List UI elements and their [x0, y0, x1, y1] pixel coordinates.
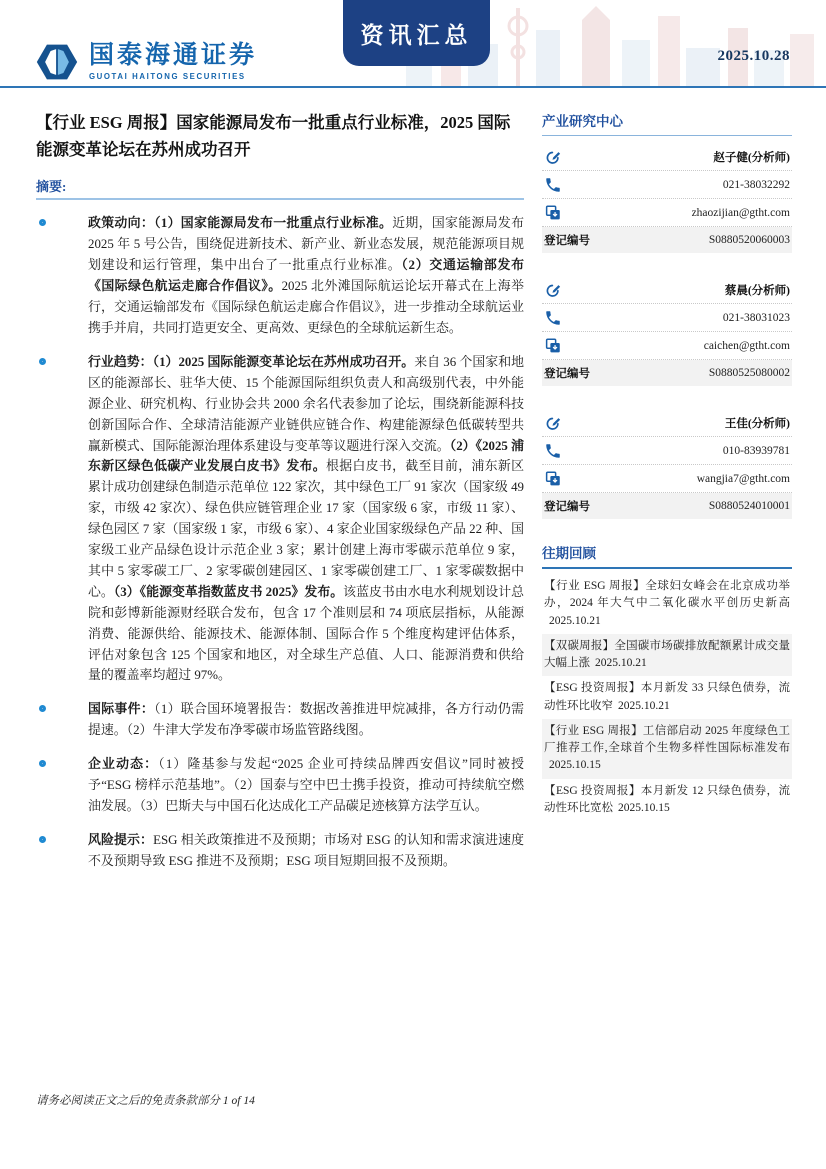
email-icon: [544, 204, 562, 222]
reg-number-row: [542, 360, 792, 386]
analyst-email: wangjia7@gtht.com: [696, 472, 790, 485]
analyst-phone: 010-83939781: [722, 444, 790, 457]
bullet-segment: 该蓝皮书由水电水利规划设计总院和彭博新能源财经联合发布，包含 17 个准则层和 74 项底层指标，从能源消费、能源供给、能源技术、能源体制、国际合作 5 个维度构建评估体系，评估对象包含 125 个国家和地区，对全球生产总值、人口、能源消费和供给量的覆盖率均超过 97%。: [88, 584, 524, 683]
analyst-phone: 021-38031023: [722, 311, 790, 324]
analyst-phone-row: [542, 304, 792, 332]
reg-number-value: S0880520060003: [708, 234, 790, 246]
analyst-email: zhaozijian@gtht.com: [691, 206, 790, 219]
bullet-marker-icon: [39, 836, 46, 843]
bullet-segment: 根据白皮书，截至目前，浦东新区累计成功创建绿色制造示范单位 122 家次，其中绿色工厂 91 家次（国家级 49 家，市级 42 家次）、绿色供应链管理企业 17 家（国家级 6 家，市级 11 家）、绿色园区 7 家（国家级 1 家，市级 6 家）、4 家企业国家级绿色产品 22 种、国家级工业产品绿色设计示范企业 3 家；累计创建上海市零碳示范单位 9 家，其中 5 家零碳工厂、2 家零碳创建园区、1 家零碳创建工厂、1 家零碳数据中心。: [88, 459, 525, 599]
analyst-email-row: [542, 332, 792, 360]
report-type-badge: 资讯汇总: [343, 0, 490, 66]
analyst-name-row: [542, 143, 792, 171]
bullet-text: [88, 216, 524, 335]
analyst-card: [542, 143, 792, 253]
history-item: [542, 634, 792, 677]
reg-number-label: 登记编号: [544, 368, 590, 380]
bullet-marker-icon: [39, 705, 46, 712]
bullet-segment: 近期，国家能源局发布 2025 年 5 号公告，围绕促进新技术、新产业、新业态发展，规范能源项目规划建设和运行管理，集中出台了一批重点行业标准。: [88, 216, 525, 273]
bullet-text: [88, 833, 524, 868]
main-content: [36, 110, 792, 872]
bullet-segment: （1）联合国环境署报告：数据改善推进甲烷减排，各方行动仍需提速。（2）牛津大学发布净零碳市场监管路线图。: [88, 702, 524, 738]
footer-disclaimer: 请务必阅读正文之后的免责条款部分 1 of 14: [36, 1095, 255, 1107]
history-item-title: 【双碳周报】全国碳市场碳排放配额累计成交量大幅上涨: [544, 639, 790, 669]
bullet-segment: ESG 相关政策推进不及预期；市场对 ESG 的认知和需求演进速度不及预期导致 ESG 推进不及预期；ESG 项目短期回报不及预期。: [88, 832, 525, 868]
history-item-date: 2025.10.21: [618, 699, 670, 712]
logo-gem-icon: [34, 40, 80, 84]
bullet-text: [88, 702, 524, 737]
bullet-segment: 来自 36 个国家和地区的能源部长、驻华大使、15 个能源国际组织负责人和高级别代表，中外能源企业、研究机构、行业协会共 2000 余名代表参加了论坛，围绕新能源科技创新国际合作、全球清洁能源产业链供应链合作、构建能源绿色低碳转型共赢新模式、国际能源治理体系建设与变革等议题进行深入交流。: [88, 354, 525, 453]
history-list: [542, 574, 792, 821]
bullet-segment: （2）交通运输部发布《国际绿色航运走廊合作倡议》。: [88, 258, 524, 294]
analyst-email: caichen@gtht.com: [703, 339, 790, 352]
analyst-email-row: [542, 199, 792, 227]
analyst-card: [542, 276, 792, 386]
phone-icon: [544, 309, 562, 327]
reg-number-value: S0880524010001: [708, 500, 790, 512]
history-item-title: 【ESG 投资周报】本月新发 12 只绿色债券，流动性环比宽松: [544, 784, 790, 814]
summary-bullet-item: [36, 213, 524, 338]
research-center-heading: 产业研究中心: [542, 110, 792, 136]
summary-heading: 摘要:: [36, 179, 67, 195]
analyst-name-row: [542, 409, 792, 437]
phone-icon: [544, 176, 562, 194]
bullet-segment: （2）《2025 浦东新区绿色低碳产业发展白皮书》发布。: [88, 438, 524, 474]
bullet-segment: 政策动向：（1）国家能源局发布一批重点行业标准。: [88, 216, 393, 231]
analyst-phone-row: [542, 171, 792, 199]
report-body-column: [36, 110, 524, 872]
reg-number-label: 登记编号: [544, 235, 590, 247]
bullet-marker-icon: [39, 760, 46, 767]
history-item-title: 【行业 ESG 周报】工信部启动 2025 年度绿色工厂推荐工作,全球首个生物多样性国际标准发布: [544, 724, 790, 754]
bullet-segment: 国际事件：: [88, 702, 155, 717]
analyst-card: [542, 409, 792, 519]
history-heading: 往期回顾: [542, 542, 792, 569]
history-item-date: 2025.10.21: [595, 657, 647, 669]
pen-icon: [544, 148, 562, 166]
bullet-segment: （1）隆基参与发起“2025 企业可持续品牌西安倡议”同时被授予“ESG 榜样示范基地”。（2）国泰与空中巴士携手投资，推动可持续航空燃油发展。（3）巴斯夫与中国石化达成化工产品碳足迹核算方法学互认。: [88, 757, 525, 813]
analyst-name: 王佳(分析师): [724, 417, 790, 430]
reg-number-value: S0880525080002: [708, 367, 790, 379]
pen-icon: [544, 281, 562, 299]
bullet-marker-icon: [39, 358, 46, 365]
summary-divider: [36, 198, 524, 200]
history-item-date: 2025.10.21: [549, 614, 601, 627]
summary-bullet-item: [36, 830, 524, 872]
history-item: [542, 676, 792, 719]
company-logo: [34, 40, 257, 84]
bullet-segment: 企业动态：: [88, 757, 159, 772]
summary-bullet-item: [36, 754, 524, 817]
analyst-name: 赵子健(分析师): [713, 151, 790, 164]
email-icon: [544, 470, 562, 488]
phone-icon: [544, 442, 562, 460]
reg-number-row: [542, 493, 792, 519]
history-item: [542, 574, 792, 634]
reg-number-row: [542, 227, 792, 253]
bullet-segment: （3）《能源变革指数蓝皮书 2025》发布。: [113, 584, 344, 599]
bullet-segment: 2025 北外滩国际航运论坛开幕式在上海举行，交通运输部发布《国际绿色航运走廊合作倡议》，进一步推动全球航运业携手并肩，共同打造更安全、更高效、更绿色的全球航运新生态。: [88, 279, 524, 335]
report-date: 2025.10.28: [717, 48, 790, 64]
analyst-phone-row: [542, 437, 792, 465]
bullet-segment: 风险提示：: [88, 832, 154, 847]
reg-number-label: 登记编号: [544, 501, 590, 513]
history-item-title: 【行业 ESG 周报】全球妇女峰会在北京成功举办，2024 年大气中二氧化碳水平创历史新高: [544, 580, 790, 610]
history-item-date: 2025.10.15: [618, 801, 670, 814]
analyst-phone: 021-38032292: [722, 178, 790, 191]
history-item: [542, 779, 792, 822]
company-name: 国泰海通证券: [89, 41, 258, 69]
history-item-date: 2025.10.15: [549, 759, 601, 772]
summary-bullet-item: [36, 352, 524, 687]
sidebar: [542, 110, 792, 872]
analyst-name: 蔡晨(分析师): [724, 284, 790, 297]
analyst-list: [542, 143, 792, 519]
history-item: [542, 719, 792, 779]
company-name-en: GUOTAI HAITONG SECURITIES: [89, 72, 246, 81]
email-icon: [544, 337, 562, 355]
history-item-title: 【ESG 投资周报】本月新发 33 只绿色债券，流动性环比收窄: [544, 682, 790, 712]
pen-icon: [544, 414, 562, 432]
report-title: 【行业 ESG 周报】国家能源局发布一批重点行业标准，2025 国际能源变革论坛在苏州成功召开: [36, 113, 511, 159]
bullet-marker-icon: [39, 219, 46, 226]
analyst-email-row: [542, 465, 792, 493]
bullet-segment: 行业趋势：（1）2025 国际能源变革论坛在苏州成功召开。: [88, 354, 415, 369]
page-header: [0, 0, 826, 88]
summary-bullet-item: [36, 699, 524, 741]
analyst-name-row: [542, 276, 792, 304]
summary-list: [36, 213, 524, 871]
bullet-text: [88, 355, 524, 683]
bullet-text: [88, 757, 524, 813]
